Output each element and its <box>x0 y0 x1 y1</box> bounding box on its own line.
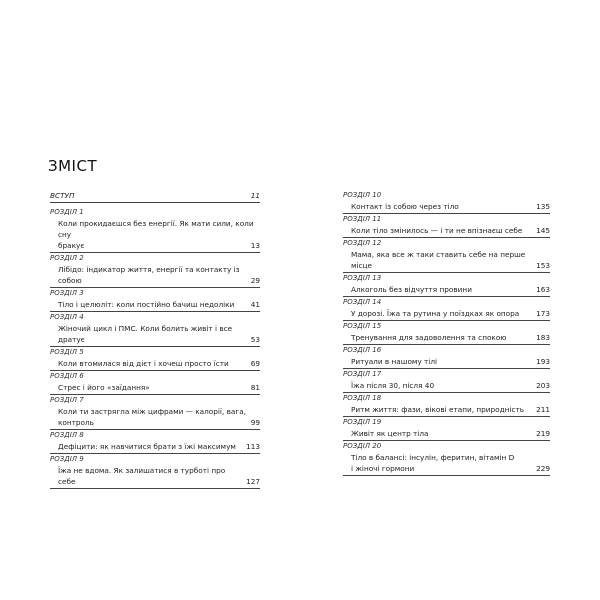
chapter-title-line <box>343 463 550 476</box>
page-number: 153 <box>536 261 550 270</box>
page-number: 193 <box>536 357 550 366</box>
chapter-title-line <box>343 428 550 441</box>
chapter-title: Їжа після 30, після 40 <box>351 381 435 390</box>
toc-entry <box>50 395 260 430</box>
chapter-label: РОЗДІЛ 6 <box>50 372 84 380</box>
toc-right-column <box>343 190 550 476</box>
chapter-title: Лібідо: індикатор життя, енергії та контакту із собою <box>58 265 240 285</box>
chapter-label: РОЗДІЛ 14 <box>343 298 382 306</box>
toc-entry <box>343 238 550 273</box>
page-number: 11 <box>250 191 260 200</box>
chapter-label: РОЗДІЛ 11 <box>343 215 382 223</box>
chapter-label: РОЗДІЛ 3 <box>50 289 84 297</box>
chapter-label: РОЗДІЛ 1 <box>50 208 84 216</box>
toc-entry <box>343 369 550 393</box>
chapter-label: РОЗДІЛ 9 <box>50 455 84 463</box>
page-number: 53 <box>250 335 260 344</box>
chapter-title-line <box>343 249 550 273</box>
chapter-title-line <box>50 382 260 395</box>
chapter-label: РОЗДІЛ 5 <box>50 348 84 356</box>
page-number: 29 <box>250 276 260 285</box>
chapter-title: ВСТУП <box>50 191 75 200</box>
chapter-label: РОЗДІЛ 12 <box>343 239 382 247</box>
chapter-title-line <box>343 201 550 214</box>
chapter-title: Коли тіло змінилось — і ти не впізнаєш себе <box>351 226 523 235</box>
chapter-title: Ритм життя: фази, вікові етапи, природність <box>351 405 525 414</box>
toc-entry <box>343 273 550 297</box>
chapter-title-line <box>50 465 260 489</box>
chapter-title-line <box>50 441 260 454</box>
chapter-title-line <box>343 308 550 321</box>
chapter-label: РОЗДІЛ 20 <box>343 442 382 450</box>
page-number: 229 <box>536 464 550 473</box>
chapter-title-line <box>343 225 550 238</box>
page-number: 69 <box>250 359 260 368</box>
chapter-title-line <box>50 299 260 312</box>
chapter-label: РОЗДІЛ 2 <box>50 254 84 262</box>
chapter-title-line <box>343 380 550 393</box>
chapter-title-line <box>50 417 260 430</box>
toc-entry <box>343 214 550 238</box>
chapter-title-line <box>50 264 260 288</box>
page-number: 41 <box>250 300 260 309</box>
chapter-title: Тіло і целюліт: коли постійно бачиш недоліки <box>58 300 235 309</box>
chapter-title-line <box>50 190 260 203</box>
chapter-title-line <box>50 406 260 417</box>
page-number: 173 <box>536 309 550 318</box>
chapter-title-line <box>50 358 260 371</box>
chapter-title: Ритуали в нашому тілі <box>351 357 438 366</box>
chapter-label: РОЗДІЛ 17 <box>343 370 382 378</box>
chapter-title-line <box>343 356 550 369</box>
chapter-label: РОЗДІЛ 15 <box>343 322 382 330</box>
chapter-title-line <box>50 323 260 347</box>
chapter-title: Стрес і його «заїдання» <box>58 383 150 392</box>
chapter-title: Коли ти застрягла між цифрами — калорії, вага, <box>58 407 246 416</box>
chapter-title-line <box>343 452 550 463</box>
toc-entry <box>50 371 260 395</box>
page-number: 203 <box>536 381 550 390</box>
page-number: 81 <box>250 383 260 392</box>
chapter-label: РОЗДІЛ 13 <box>343 274 382 282</box>
chapter-title: Тіло в балансі: інсулін, феритин, вітамін D <box>351 453 515 462</box>
toc-entry <box>50 207 260 253</box>
chapter-label: РОЗДІЛ 18 <box>343 394 382 402</box>
toc-entry <box>50 430 260 454</box>
chapter-label: РОЗДІЛ 4 <box>50 313 84 321</box>
chapter-title: Контакт із собою через тіло <box>351 202 459 211</box>
toc-entry <box>343 345 550 369</box>
chapter-title: Алкоголь без відчуття провини <box>351 285 472 294</box>
chapter-title: Мама, яка все ж таки ставить себе на перше місце <box>351 250 526 270</box>
page-number: 113 <box>246 442 260 451</box>
page-number: 99 <box>250 418 260 427</box>
toc-entry <box>50 347 260 371</box>
toc-entry <box>343 441 550 476</box>
toc-entry <box>343 417 550 441</box>
chapter-title: Їжа не вдома. Як залишатися в турботі про себе <box>58 466 226 486</box>
toc-entry <box>343 190 550 214</box>
chapter-title: Дефіцити: як навчитися брати з їжі максимум <box>58 442 236 451</box>
chapter-label: РОЗДІЛ 7 <box>50 396 84 404</box>
page-number: 145 <box>536 226 550 235</box>
toc-entry <box>343 297 550 321</box>
page-number: 13 <box>250 241 260 250</box>
toc-entry <box>343 321 550 345</box>
toc-entry <box>50 312 260 347</box>
toc-entry <box>50 253 260 288</box>
toc-left-column <box>50 190 260 489</box>
page-number: 135 <box>536 202 550 211</box>
toc-entry <box>50 190 260 207</box>
chapter-title: і жіночі гормони <box>351 464 415 473</box>
chapter-title-line <box>343 404 550 417</box>
chapter-title: контроль <box>58 418 94 427</box>
chapter-title: Тренування для задоволення та спокою <box>351 333 507 342</box>
chapter-title-line <box>343 284 550 297</box>
page-number: 219 <box>536 429 550 438</box>
chapter-title: Коли прокидаєшся без енергії. Як мати сили, коли сну <box>58 219 254 239</box>
chapter-label: РОЗДІЛ 8 <box>50 431 84 439</box>
chapter-title-line <box>50 218 260 240</box>
page-number: 211 <box>536 405 550 414</box>
toc-entry <box>343 393 550 417</box>
page-number: 183 <box>536 333 550 342</box>
toc-entry <box>50 454 260 489</box>
chapter-title-line <box>343 332 550 345</box>
chapter-label: РОЗДІЛ 10 <box>343 191 382 199</box>
chapter-label: РОЗДІЛ 16 <box>343 346 382 354</box>
page-number: 127 <box>246 477 260 486</box>
chapter-title-line <box>50 240 260 253</box>
chapter-title: У дорозі. Їжа та рутина у поїздках як опора <box>351 309 520 318</box>
chapter-title: Коли втомилася від дієт і хочеш просто їсти <box>58 359 229 368</box>
toc-title: ЗМІСТ <box>48 157 98 175</box>
chapter-title: бракує <box>58 241 85 250</box>
page-number: 163 <box>536 285 550 294</box>
chapter-label: РОЗДІЛ 19 <box>343 418 382 426</box>
toc-entry <box>50 288 260 312</box>
chapter-title: Жіночий цикл і ПМС. Коли болить живіт і все дратує <box>58 324 233 344</box>
chapter-title: Живіт як центр тіла <box>351 429 429 438</box>
